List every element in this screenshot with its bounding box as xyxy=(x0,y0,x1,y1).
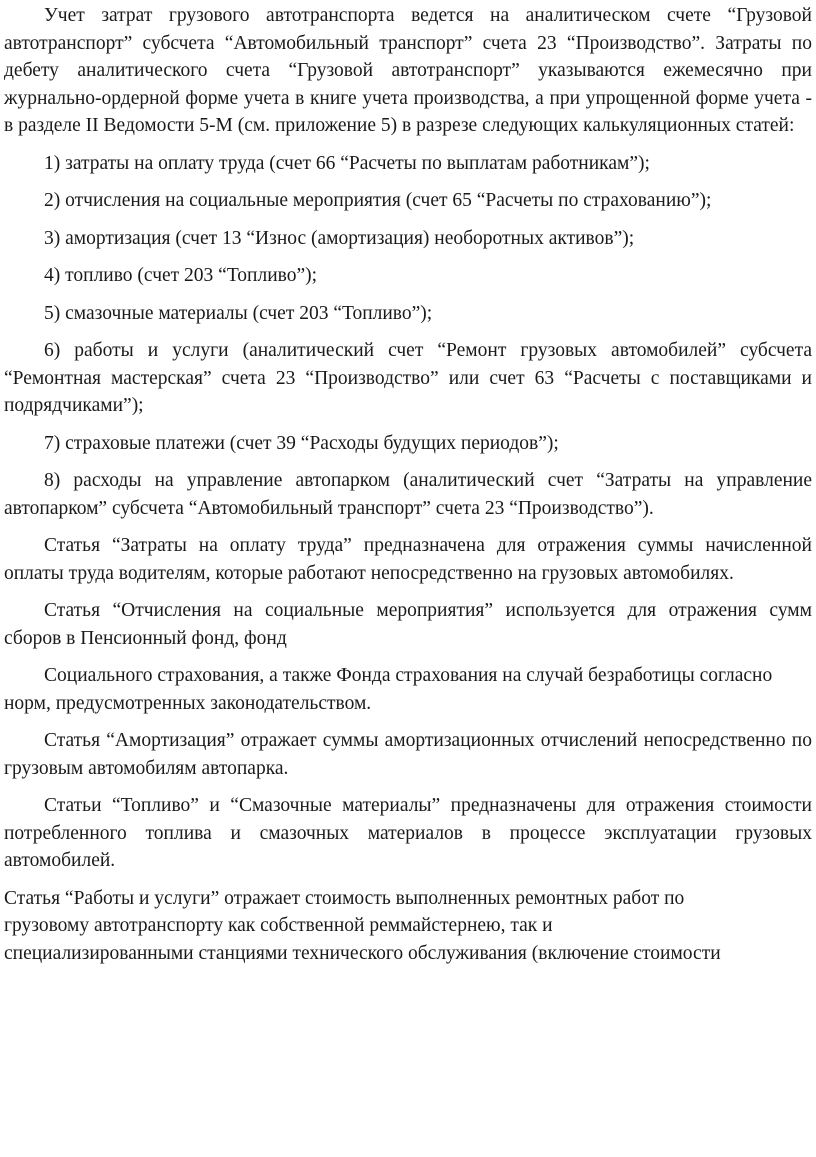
intro-paragraph: Учет затрат грузового автотранспорта ведется на аналитическом счете “Грузовой автотранспорт” субсчета “Автомобильный транспорт” счета 23 “Производство”. Затраты по дебету аналитического счета “Грузовой автотранспорт” указываются ежемесячно при журнально-ордерной форме учета в книге учета производства, а при упрощенной форме учета - в разделе II Ведомости 5-М (см. приложение 5) в разрезе следующих калькуляционных статей: xyxy=(4,5,812,136)
list-item: 7) страховые платежи (счет 39 “Расходы будущих периодов”); xyxy=(44,432,559,454)
paragraph-amortization: Статья “Амортизация” отражает суммы амортизационных отчислений непосредственно по грузовым автомобилям автопарка. xyxy=(4,730,812,779)
final-line: специализированными станциями технического обслуживания (включение стоимости xyxy=(4,942,721,964)
paragraph-social-insurance: Социального страхования, а также Фонда страхования на случай безработицы согласно норм, предусмотренных законодательством. xyxy=(4,665,773,714)
final-line: грузовому автотранспорту как собственной реммайстернею, так и xyxy=(4,915,553,936)
list-item: 4) топливо (счет 203 “Топливо”); xyxy=(44,265,318,286)
list-item: 3) амортизация (счет 13 “Износ (амортизация) необоротных активов”); xyxy=(44,227,635,249)
list-item: 8) расходы на управление автопарком (аналитический счет “Затраты на управление автопарком” субсчета “Автомобильный транспорт” счета 23 “Производство”). xyxy=(4,470,812,519)
list-item: 1) затраты на оплату труда (счет 66 “Расчеты по выплатам работникам”); xyxy=(44,152,650,174)
paragraph-fuel-lubricants: Статьи “Топливо” и “Смазочные материалы” предназначены для отражения стоимости потребленного топлива и смазочных материалов в процессе эксплуатации грузовых автомобилей. xyxy=(4,795,812,871)
list-item: 6) работы и услуги (аналитический счет “Ремонт грузовых автомобилей” субсчета “Ремонтная мастерская” счета 23 “Производство” или счет 63 “Расчеты с поставщиками и подрядчиками”); xyxy=(4,340,812,416)
paragraph-social-contributions: Статья “Отчисления на социальные мероприятия” используется для отражения сумм сборов в Пенсионный фонд, фонд xyxy=(4,600,812,649)
paragraph-labor-costs: Статья “Затраты на оплату труда” предназначена для отражения суммы начисленной оплаты труда водителям, которые работают непосредственно на грузовых автомобилях. xyxy=(4,535,812,584)
list-item: 2) отчисления на социальные мероприятия (счет 65 “Расчеты по страхованию”); xyxy=(44,190,712,211)
final-line: Статья “Работы и услуги” отражает стоимость выполненных ремонтных работ по xyxy=(4,887,685,909)
list-item: 5) смазочные материалы (счет 203 “Топливо”); xyxy=(44,302,433,324)
